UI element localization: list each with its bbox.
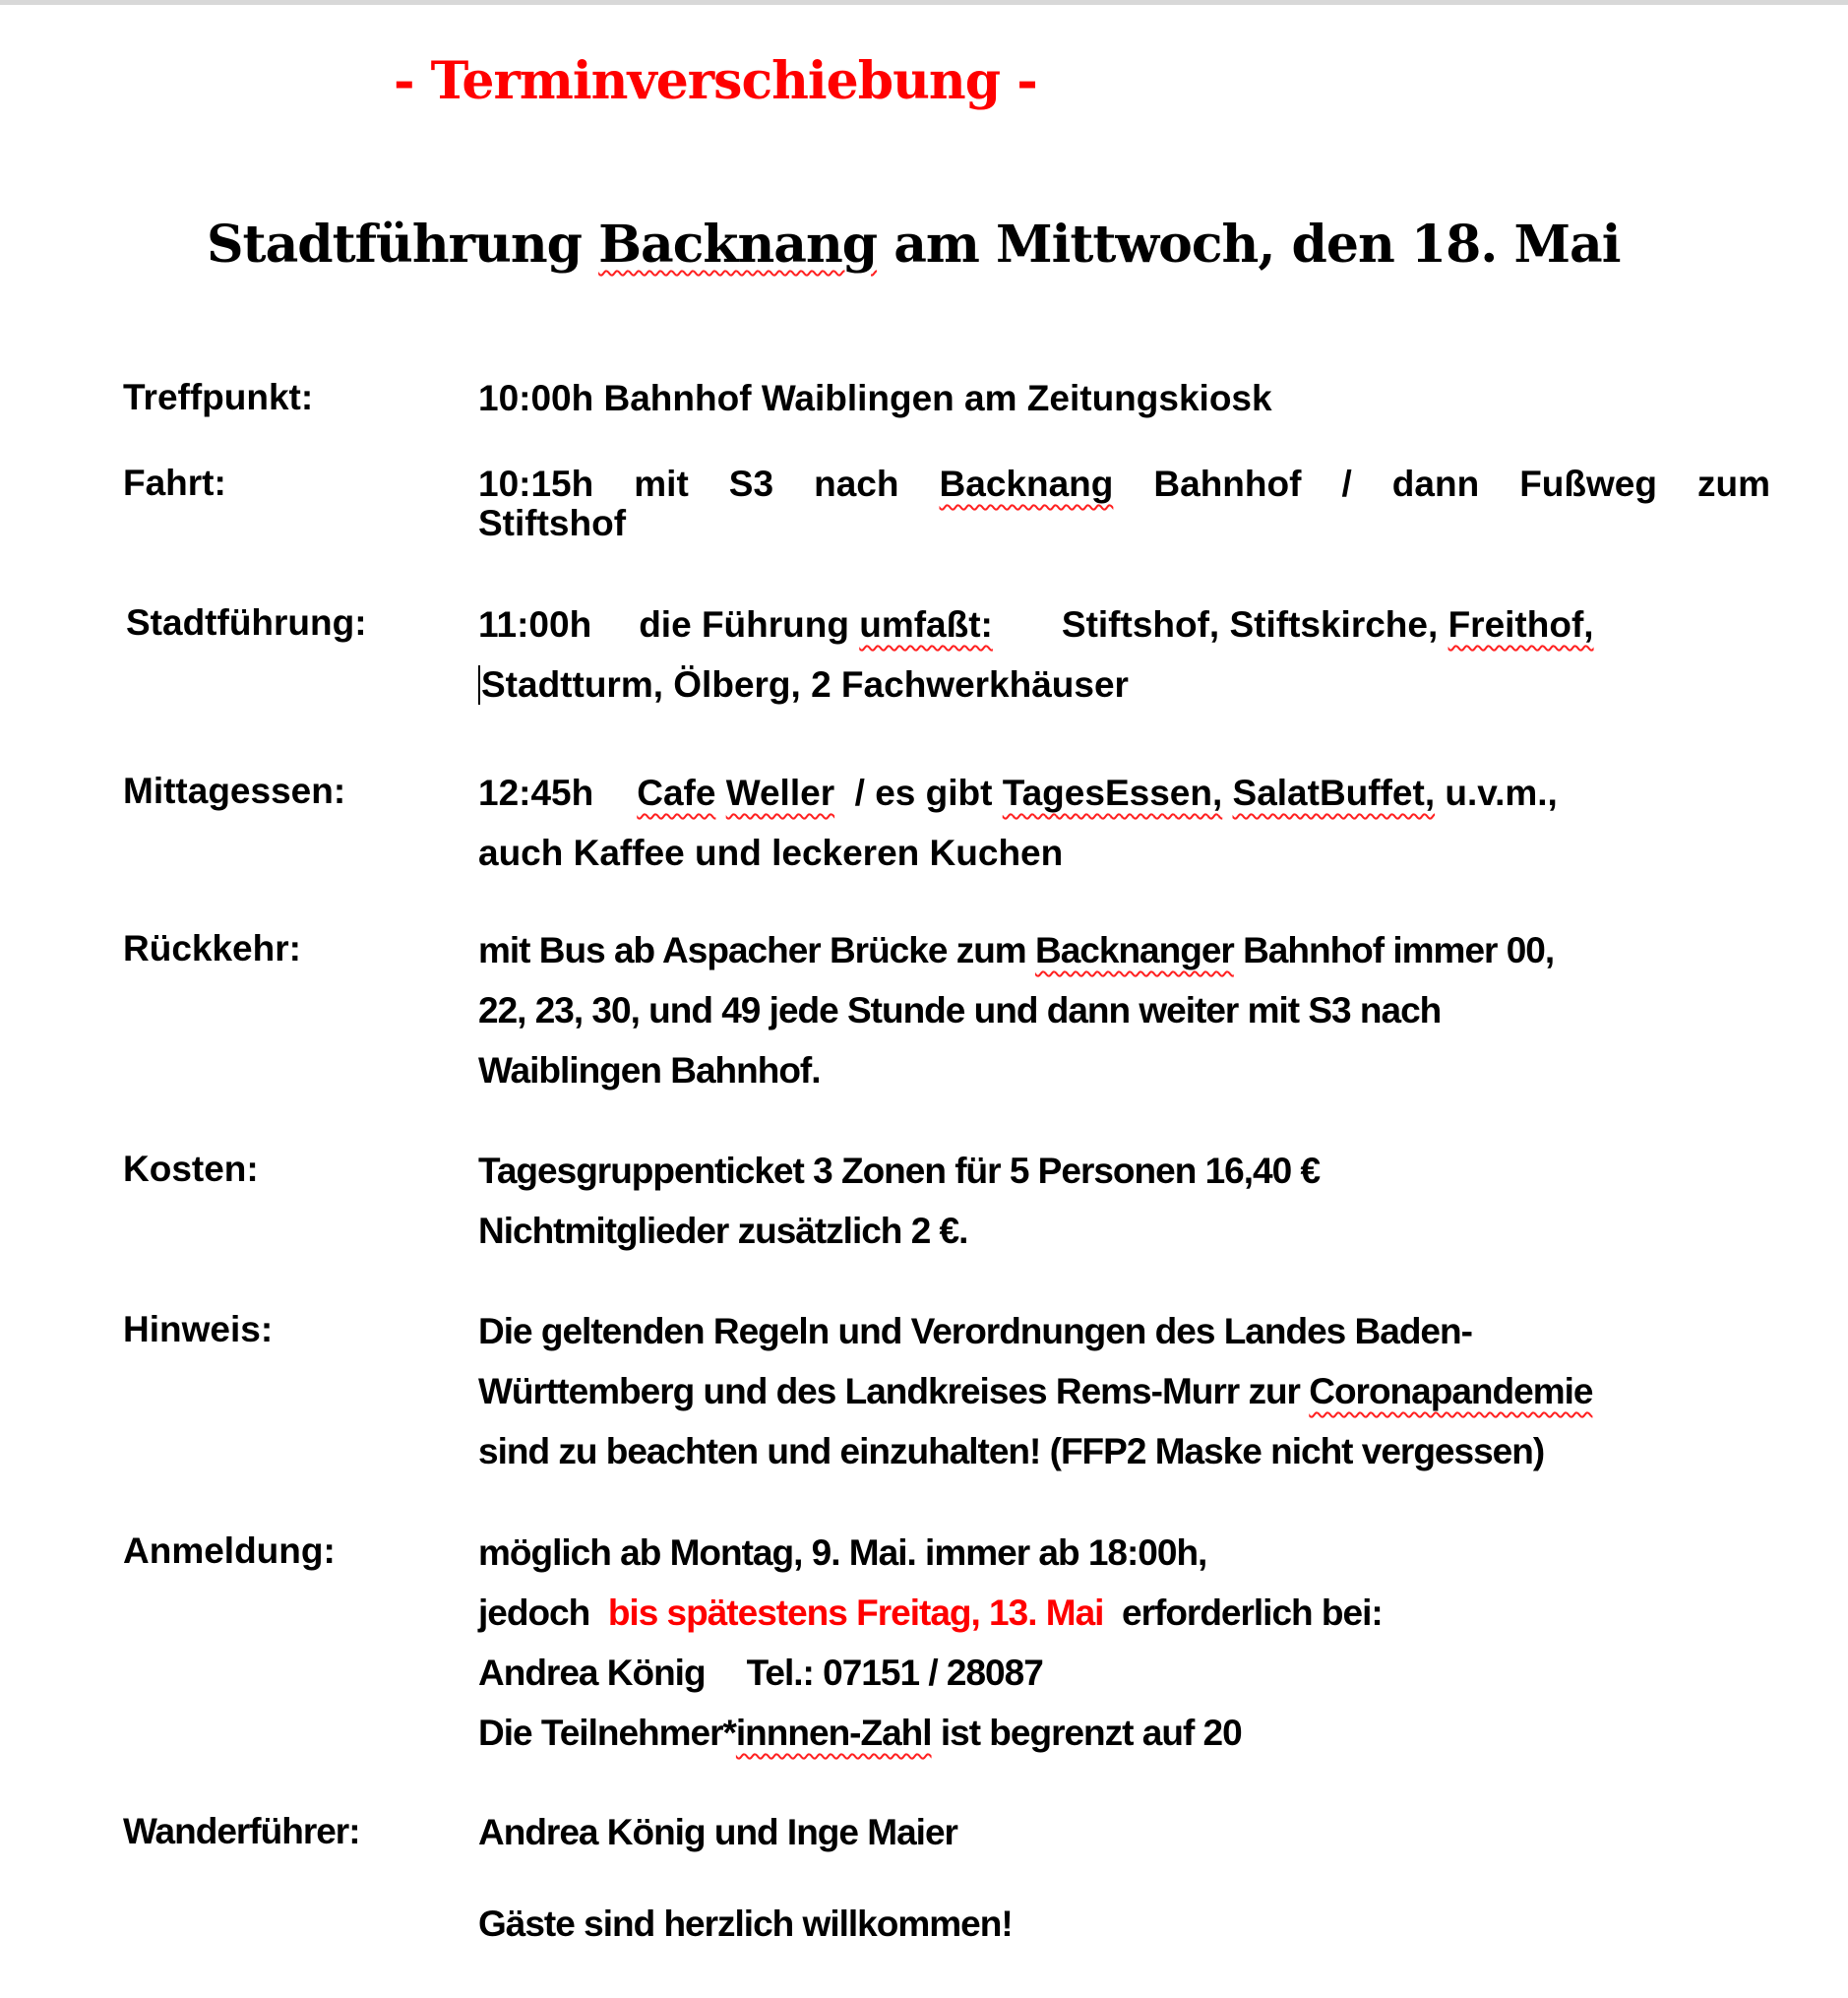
spellcheck-backnang: Backnang — [939, 464, 1114, 504]
label-treffpunkt: Treffpunkt: — [123, 377, 314, 417]
hinweis-line-3: sind zu beachten und einzuhalten! (FFP2 Maske nicht vergessen) — [478, 1431, 1545, 1471]
label-rueckkehr: Rückkehr: — [123, 928, 301, 968]
anmeldung-line-3 — [478, 1643, 1772, 1703]
label-wanderfuehrer: Wanderführer: — [123, 1811, 360, 1851]
wanderfuehrer-value: Andrea König und Inge Maier — [478, 1812, 957, 1852]
notice-heading: - Terminverschiebung - — [394, 51, 1037, 111]
label-stadtfuehrung: Stadtführung: — [126, 602, 367, 643]
mittagessen-line-1: 12:45h Cafe Weller / es gibt TagesEssen, SalatBuffet, u.v.m., — [478, 773, 1558, 813]
contact-phone: Tel.: 07151 / 28087 — [746, 1653, 1043, 1693]
closing-line: Gäste sind herzlich willkommen! — [478, 1904, 1013, 1944]
anmeldung-line-4: Die Teilnehmer*innnen-Zahl ist begrenzt auf 20 — [478, 1713, 1242, 1753]
anmeldung-line-1: möglich ab Montag, 9. Mai. immer ab 18:00h, — [478, 1532, 1207, 1573]
fahrt-line-1: 10:15h mit S3 nach Backnang Bahnhof / dann Fußweg zum — [478, 464, 1771, 504]
label-kosten: Kosten: — [123, 1149, 259, 1189]
title-part-2: Backnang — [598, 215, 878, 275]
fahrt-line-2: Stiftshof — [478, 503, 627, 543]
label-hinweis: Hinweis: — [123, 1309, 274, 1349]
kosten-line-1: Tagesgruppenticket 3 Zonen für 5 Personen 16,40 € — [478, 1151, 1321, 1191]
label-mittagessen: Mittagessen: — [123, 771, 346, 811]
title-part-3: am Mittwoch, den 18. Mai — [893, 215, 1621, 275]
deadline-highlight: bis spätestens Freitag, 13. Mai — [607, 1592, 1104, 1633]
top-border — [0, 0, 1848, 5]
document-title — [207, 215, 1620, 275]
hinweis-line-2: Württemberg und des Landkreises Rems-Murr zur Coronapandemie — [478, 1371, 1593, 1411]
kosten-line-2: Nichtmitglieder zusätzlich 2 €. — [478, 1211, 968, 1251]
rueckkehr-line-2: 22, 23, 30, und 49 jede Stunde und dann weiter mit S3 nach — [478, 990, 1442, 1030]
text-cursor — [478, 665, 480, 705]
value-treffpunkt: 10:00h Bahnhof Waiblingen am Zeitungskiosk — [478, 378, 1272, 418]
stadtfuehrung-line-1: 11:00h die Führung umfaßt: Stiftshof, Stiftskirche, Freithof, — [478, 604, 1594, 645]
title-part-1: Stadtführung — [207, 215, 582, 275]
mittagessen-line-2: auch Kaffee und leckeren Kuchen — [478, 833, 1064, 873]
stadtfuehrung-line-2: Stadtturm, Ölberg, 2 Fachwerkhäuser — [478, 655, 1772, 715]
hinweis-line-1: Die geltenden Regeln und Verordnungen des Landes Baden- — [478, 1311, 1472, 1351]
anmeldung-line-2: jedoch bis spätestens Freitag, 13. Mai erforderlich bei: — [478, 1592, 1383, 1633]
label-anmeldung: Anmeldung: — [123, 1530, 336, 1571]
label-fahrt: Fahrt: — [123, 463, 226, 503]
contact-name: Andrea König — [478, 1653, 706, 1693]
rueckkehr-line-1: mit Bus ab Aspacher Brücke zum Backnanger Bahnhof immer 00, — [478, 930, 1555, 970]
rueckkehr-line-3: Waiblingen Bahnhof. — [478, 1050, 821, 1091]
